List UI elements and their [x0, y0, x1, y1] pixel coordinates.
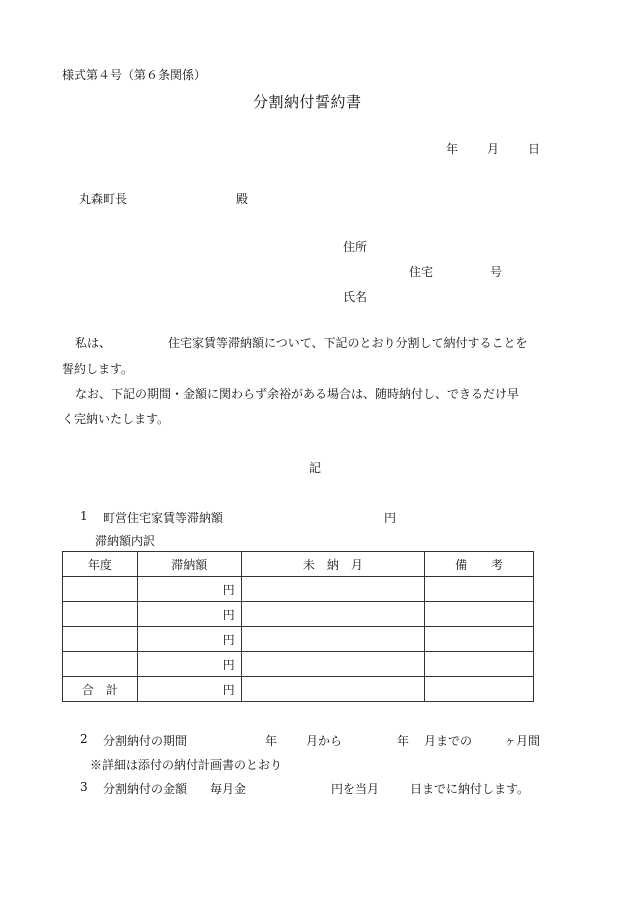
- table-row: [63, 577, 534, 602]
- body-p1-line2: 誓約します。: [62, 362, 134, 376]
- header-remarks: 備 考: [425, 552, 534, 577]
- date-day: 日: [528, 142, 541, 156]
- header-amount: 滞納額: [137, 552, 241, 577]
- table-total-row: [63, 677, 534, 702]
- item3-number: 3: [80, 780, 88, 794]
- body-p2-line1: なお、下記の期間・金額に関わらず余裕がある場合は、随時納付し、できるだけ早: [75, 387, 520, 401]
- item2-month-until: 月までの: [424, 734, 473, 748]
- amount-cell[interactable]: 円: [137, 577, 241, 602]
- item2-year1: 年: [265, 734, 278, 748]
- remarks-cell[interactable]: [425, 652, 534, 677]
- total-amount-cell[interactable]: 円: [137, 677, 241, 702]
- total-label: 合 計: [63, 677, 138, 702]
- year-cell[interactable]: [63, 602, 138, 627]
- table-header-row: [63, 552, 534, 577]
- table-row: [63, 627, 534, 652]
- body-p2-line2: く完納いたします。: [62, 412, 170, 426]
- item2-label: 分割納付の期間: [103, 734, 188, 748]
- year-cell[interactable]: [63, 627, 138, 652]
- item1-number: 1: [80, 509, 88, 523]
- breakdown-caption: 滞納額内訳: [95, 534, 156, 548]
- item1-unit: 円: [384, 511, 397, 525]
- ki-label: 記: [309, 461, 322, 475]
- unpaid-month-cell[interactable]: [241, 577, 425, 602]
- document-title: 分割納付誓約書: [253, 93, 362, 111]
- item2-note: ※詳細は添付の納付計画書のとおり: [90, 758, 283, 772]
- body-p1-start: 私は、: [75, 336, 112, 350]
- housing-label: 住宅: [409, 265, 434, 279]
- unpaid-month-cell[interactable]: [241, 652, 425, 677]
- item3-monthly: 毎月金: [210, 782, 247, 796]
- item2-month-from: 月から: [306, 734, 343, 748]
- item3-label: 分割納付の金額: [103, 782, 188, 796]
- date-month: 月: [487, 142, 500, 156]
- year-cell[interactable]: [63, 652, 138, 677]
- total-unpaid-month-cell[interactable]: [241, 677, 425, 702]
- address-label: 住所: [343, 240, 368, 254]
- total-remarks-cell[interactable]: [425, 677, 534, 702]
- item3-yen-this-month: 円を当月: [331, 782, 380, 796]
- amount-cell[interactable]: 円: [137, 602, 241, 627]
- item2-months: ヶ月間: [504, 734, 541, 748]
- year-cell[interactable]: [63, 577, 138, 602]
- item2-number: 2: [80, 732, 88, 746]
- amount-cell[interactable]: 円: [137, 652, 241, 677]
- remarks-cell[interactable]: [425, 627, 534, 652]
- header-unpaid-month: 未 納 月: [241, 552, 425, 577]
- remarks-cell[interactable]: [425, 602, 534, 627]
- header-year: 年度: [63, 552, 138, 577]
- item2-year2: 年: [397, 734, 410, 748]
- unpaid-month-cell[interactable]: [241, 602, 425, 627]
- amount-cell[interactable]: 円: [137, 627, 241, 652]
- table-row: [63, 652, 534, 677]
- addressee-honorific: 殿: [236, 192, 249, 206]
- form-number: 様式第４号（第６条関係）: [62, 68, 207, 82]
- item3-pay-by: 日までに納付します。: [410, 782, 530, 796]
- date-year: 年: [446, 142, 459, 156]
- item1-label: 町営住宅家賃等滞納額: [103, 511, 224, 525]
- body-p1-rest: 住宅家賃等滞納額について、下記のとおり分割して納付することを: [168, 336, 528, 350]
- table-row: [63, 602, 534, 627]
- remarks-cell[interactable]: [425, 577, 534, 602]
- unpaid-month-cell[interactable]: [241, 627, 425, 652]
- breakdown-table: [62, 551, 534, 702]
- name-label: 氏名: [343, 290, 368, 304]
- number-label: 号: [490, 265, 503, 279]
- addressee-name: 丸森町長: [79, 192, 128, 206]
